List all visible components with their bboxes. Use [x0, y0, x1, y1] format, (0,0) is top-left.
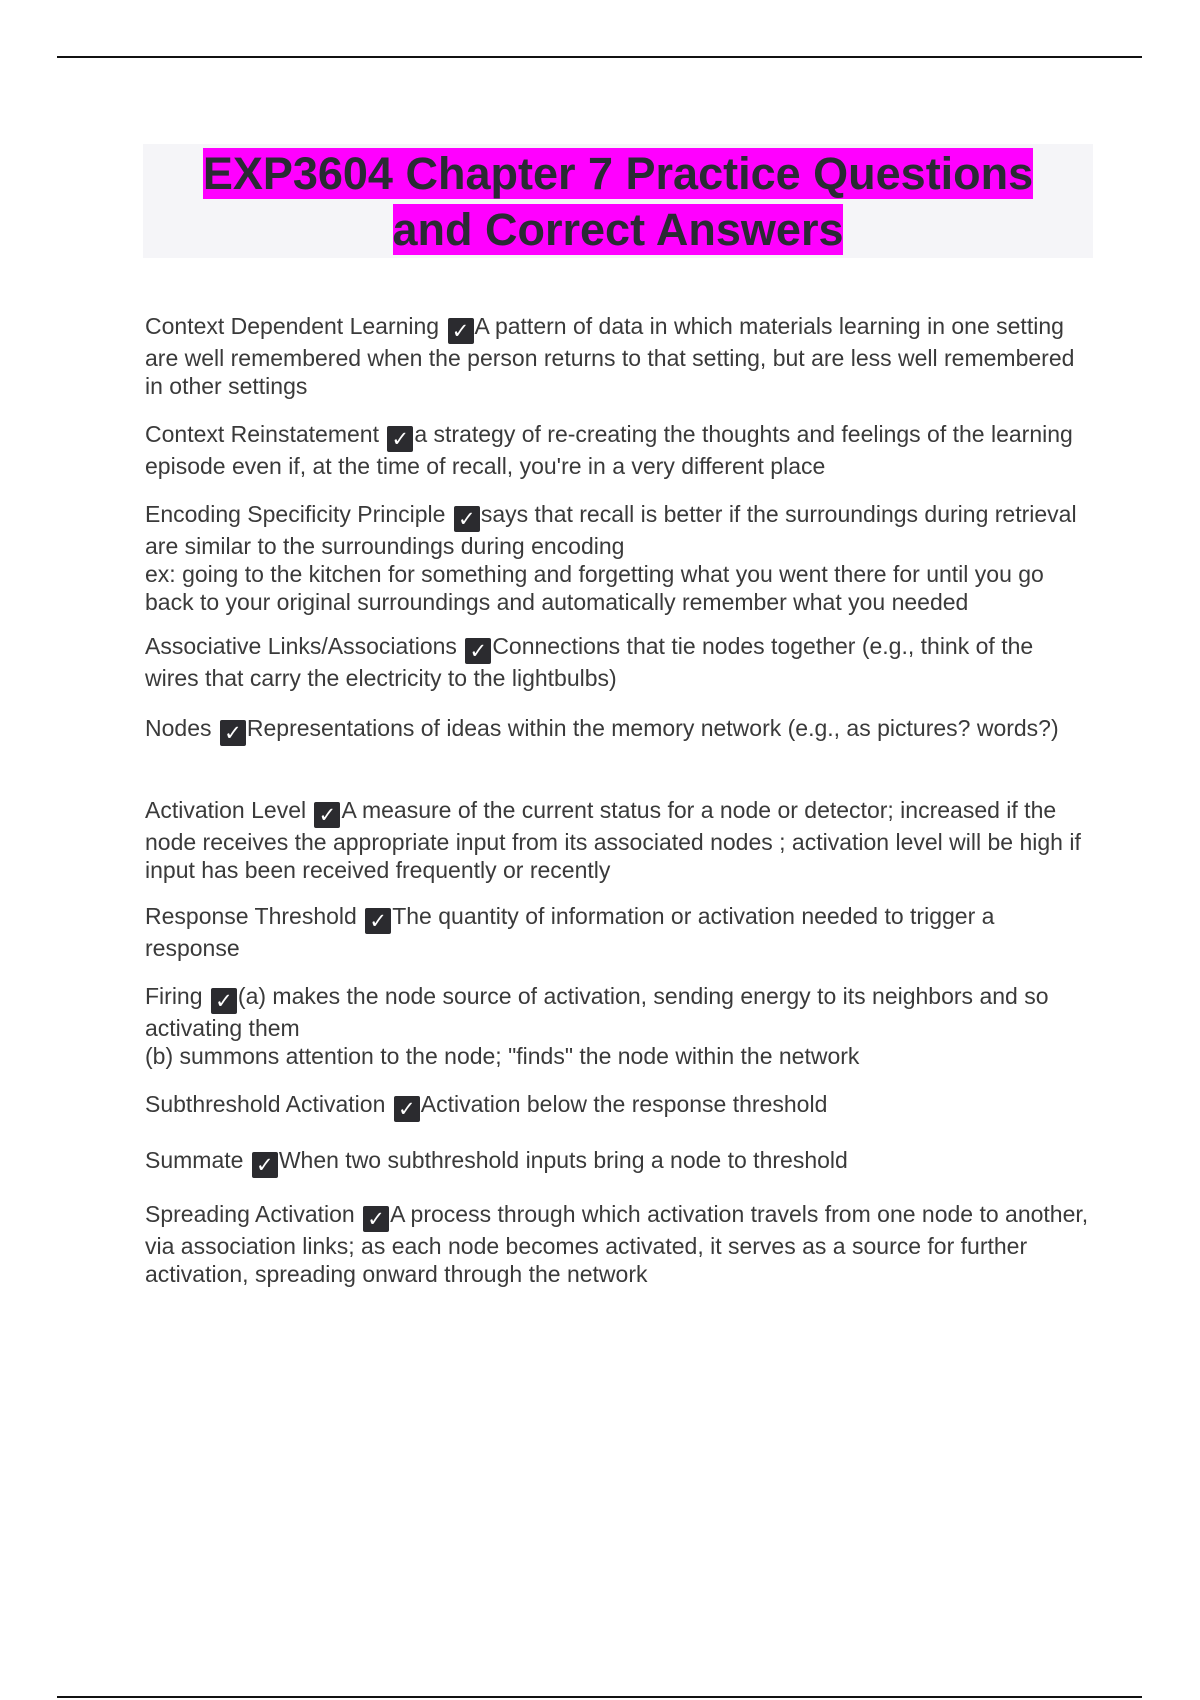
entry-definition: Activation below the response threshold	[420, 1091, 828, 1117]
entry-term: Encoding Specificity Principle	[145, 501, 452, 527]
entry-term: Associative Links/Associations	[145, 633, 464, 659]
check-box-icon: ✓	[465, 638, 491, 664]
title-line-2: and Correct Answers	[392, 204, 844, 255]
check-box-icon: ✓	[363, 1206, 389, 1232]
list-item	[145, 796, 1090, 884]
entry-definition: Representations of ideas within the memory network (e.g., as pictures? words?)	[246, 715, 1059, 741]
check-box-icon: ✓	[454, 506, 480, 532]
list-item	[145, 500, 1090, 616]
entry-definition: A pattern of data in which materials learning in one setting are well remembered when the person returns to that setting, but are less well remembered in other settings	[145, 313, 1075, 399]
entry-definition: The quantity of information or activation needed to trigger a response	[145, 903, 995, 961]
check-box-icon: ✓	[314, 802, 340, 828]
entry-term: Subthreshold Activation	[145, 1091, 392, 1117]
entry-definition: A measure of the current status for a node or detector; increased if the node receives the appropriate input from its associated nodes ; activation level will be high if input has been received frequently or recently	[145, 797, 1081, 883]
list-item	[145, 902, 1090, 962]
entry-term: Activation Level	[145, 797, 313, 823]
entry-definition: says that recall is better if the surroundings during retrieval are similar to the surroundings during encoding	[145, 501, 1077, 559]
check-box-icon: ✓	[387, 426, 413, 452]
entry-definition: Connections that tie nodes together (e.g., think of the wires that carry the electricity to the lightbulbs)	[145, 633, 1034, 691]
check-box-icon: ✓	[365, 908, 391, 934]
entry-term: Nodes	[145, 715, 218, 741]
list-item	[145, 312, 1090, 400]
entry-definition: A process through which activation travels from one node to another, via association links; as each node becomes activated, it serves as a source for further activation, spreading onward through the network	[145, 1201, 1089, 1287]
check-box-icon: ✓	[252, 1152, 278, 1178]
title-block	[143, 144, 1093, 258]
check-box-icon: ✓	[394, 1096, 420, 1122]
list-item	[145, 982, 1090, 1070]
check-box-icon: ✓	[211, 988, 237, 1014]
top-rule	[57, 56, 1142, 58]
entry-term: Spreading Activation	[145, 1201, 362, 1227]
entry-definition: a strategy of re-creating the thoughts and feelings of the learning episode even if, at the time of recall, you're in a very different place	[145, 421, 1073, 479]
entry-extra: ex: going to the kitchen for something and forgetting what you went there for until you go back to your original surroundings and automatically remember what you needed	[145, 561, 1044, 615]
entry-term: Context Dependent Learning	[145, 313, 446, 339]
page-title	[143, 144, 1093, 258]
list-item	[145, 1090, 1090, 1122]
list-item	[145, 1200, 1090, 1288]
entry-extra: (b) summons attention to the node; "finds" the node within the network	[145, 1043, 860, 1069]
list-item	[145, 420, 1090, 480]
entry-term: Context Reinstatement	[145, 421, 386, 447]
title-line-1: EXP3604 Chapter 7 Practice Questions	[202, 148, 1034, 199]
entry-term: Response Threshold	[145, 903, 364, 929]
check-box-icon: ✓	[448, 318, 474, 344]
list-item	[145, 1146, 1090, 1178]
bottom-rule	[57, 1696, 1142, 1698]
list-item	[145, 632, 1090, 692]
entry-term: Summate	[145, 1147, 250, 1173]
entry-term: Firing	[145, 983, 209, 1009]
entry-definition: (a) makes the node source of activation, sending energy to its neighbors and so activating them	[145, 983, 1049, 1041]
entry-definition: When two subthreshold inputs bring a node to threshold	[278, 1147, 848, 1173]
list-item	[145, 714, 1090, 746]
check-box-icon: ✓	[220, 720, 246, 746]
